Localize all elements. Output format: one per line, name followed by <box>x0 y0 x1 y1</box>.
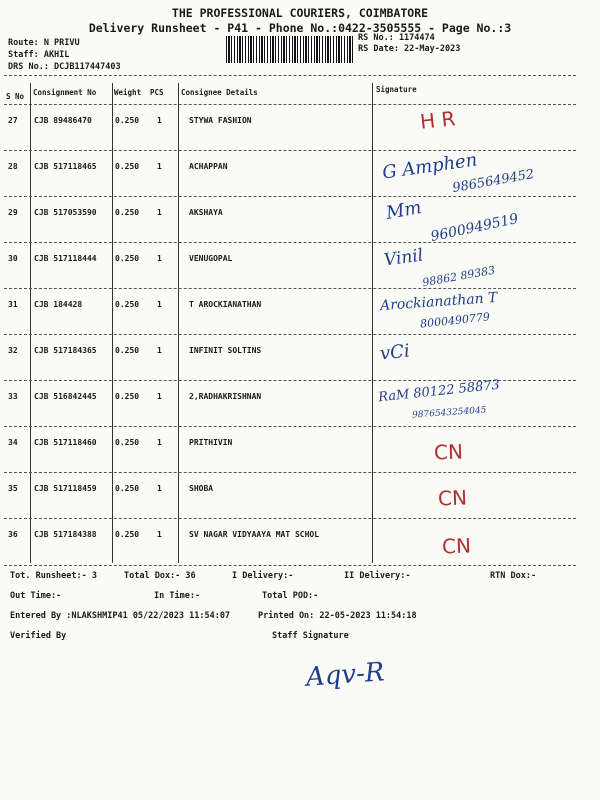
row-weight: 0.250 <box>115 346 140 355</box>
row-consignment-no: CJB 517118444 <box>34 254 97 263</box>
page-subtitle: Delivery Runsheet - P41 - Phone No.:0422-3505555 - Page No.:3 <box>88 21 512 35</box>
rtn-dox: RTN Dox:- <box>490 571 537 581</box>
row-consignment-no: CJB 517118460 <box>34 438 97 447</box>
row-consignment-no: CJB 517184365 <box>34 346 97 355</box>
col-header-pcs: PCS <box>150 88 164 97</box>
ii-delivery: II Delivery:- <box>344 571 411 581</box>
row-consignment-no: CJB 517053590 <box>34 208 97 217</box>
row-divider <box>4 518 576 519</box>
staff-signature-label: Staff Signature <box>272 631 349 641</box>
row-sno: 35 <box>8 484 18 493</box>
verified-by: Verified By <box>10 631 67 641</box>
row-divider <box>4 242 576 243</box>
row-pcs: 1 <box>157 208 162 217</box>
row-consignee: AKSHAYA <box>189 208 223 217</box>
row-signature: RaM 80122 58873 <box>377 377 501 406</box>
row-pcs: 1 <box>157 116 162 125</box>
row-sno: 36 <box>8 530 18 539</box>
row-consignee: INFINIT SOLTINS <box>189 346 262 355</box>
row-consignment-no: CJB 184428 <box>34 300 83 309</box>
row-signature-phone: 98862 89383 <box>421 263 497 290</box>
entered-by: Entered By :NLAKSHMIP41 05/22/2023 11:54:07 <box>10 611 231 621</box>
row-consignee: VENUGOPAL <box>189 254 233 263</box>
i-delivery: I Delivery:- <box>232 571 294 581</box>
row-weight: 0.250 <box>115 392 140 401</box>
row-consignee: SV NAGAR VIDYAAYA MAT SCHOL <box>189 530 320 539</box>
divider <box>4 75 576 76</box>
divider <box>4 565 576 566</box>
row-pcs: 1 <box>157 300 162 309</box>
row-signature: Vinil <box>382 245 425 271</box>
row-consignment-no: CJB 517118459 <box>34 484 97 493</box>
row-sno: 34 <box>8 438 18 447</box>
row-divider <box>4 472 576 473</box>
printed-on: Printed On: 22-05-2023 11:54:18 <box>258 611 417 621</box>
row-signature: CN <box>441 533 472 559</box>
staff-label: Staff: AKHIL <box>8 50 70 60</box>
tot-runsheet: Tot. Runsheet:- 3 <box>10 571 97 581</box>
barcode <box>226 36 354 63</box>
column-divider <box>372 83 373 563</box>
drs-label: DRS No.: DCJB117447403 <box>8 62 121 72</box>
row-sno: 33 <box>8 392 18 401</box>
rs-date-label: RS Date: 22-May-2023 <box>358 44 461 54</box>
column-divider <box>112 83 113 563</box>
total-pod: Total POD:- <box>262 591 319 601</box>
col-header-consignee: Consignee Details <box>181 88 258 97</box>
row-weight: 0.250 <box>115 116 140 125</box>
total-dox: Total Dox:- 36 <box>124 571 196 581</box>
row-pcs: 1 <box>157 484 162 493</box>
column-divider <box>178 83 179 563</box>
row-consignee: 2,RADHAKRISHNAN <box>189 392 262 401</box>
row-signature-phone: 9600949519 <box>429 210 520 246</box>
row-pcs: 1 <box>157 530 162 539</box>
row-signature: G Amphen <box>381 149 479 184</box>
row-signature: CN <box>437 485 468 511</box>
row-divider <box>4 150 576 151</box>
row-pcs: 1 <box>157 162 162 171</box>
row-divider <box>4 288 576 289</box>
row-consignee: SHOBA <box>189 484 214 493</box>
row-signature: H R <box>418 106 457 134</box>
row-consignee: PRITHIVIN <box>189 438 233 447</box>
row-consignee: STYWA FASHION <box>189 116 252 125</box>
staff-signature-handwritten: Aqv-R <box>305 657 386 693</box>
row-signature: CN <box>433 439 464 465</box>
route-label: Route: N PRIVU <box>8 38 80 48</box>
row-consignee: T AROCKIANATHAN <box>189 300 262 309</box>
row-divider <box>4 426 576 427</box>
row-signature: Arockianathan T <box>379 289 498 315</box>
row-signature-phone: 9865649452 <box>451 166 536 197</box>
col-header-weight: Weight <box>114 88 142 97</box>
col-header-consignment: Consignment No <box>33 88 97 97</box>
row-consignee: ACHAPPAN <box>189 162 228 171</box>
rs-no-label: RS No.: 1174474 <box>358 33 435 43</box>
row-weight: 0.250 <box>115 530 140 539</box>
row-pcs: 1 <box>157 392 162 401</box>
row-pcs: 1 <box>157 254 162 263</box>
divider <box>4 104 576 105</box>
out-time: Out Time:- <box>10 591 62 601</box>
row-divider <box>4 196 576 197</box>
row-signature-phone: 8000490779 <box>419 310 491 331</box>
row-divider <box>4 334 576 335</box>
row-pcs: 1 <box>157 346 162 355</box>
row-consignment-no: CJB 516842445 <box>34 392 97 401</box>
col-header-signature: Signature <box>376 85 417 94</box>
row-sno: 31 <box>8 300 18 309</box>
row-weight: 0.250 <box>115 438 140 447</box>
row-sno: 30 <box>8 254 18 263</box>
col-header-sno: S No <box>6 92 25 101</box>
row-consignment-no: CJB 517118465 <box>34 162 97 171</box>
row-weight: 0.250 <box>115 300 140 309</box>
row-weight: 0.250 <box>115 254 140 263</box>
row-signature-phone: 9876543254045 <box>411 405 487 421</box>
in-time: In Time:- <box>154 591 201 601</box>
row-signature: vCi <box>378 340 411 365</box>
page-title: THE PROFESSIONAL COURIERS, COIMBATORE <box>171 6 429 20</box>
row-sno: 29 <box>8 208 18 217</box>
column-divider <box>30 83 31 563</box>
row-sno: 28 <box>8 162 18 171</box>
row-sno: 27 <box>8 116 18 125</box>
row-signature: Mm <box>384 197 424 224</box>
row-consignment-no: CJB 89486470 <box>34 116 92 125</box>
row-pcs: 1 <box>157 438 162 447</box>
row-weight: 0.250 <box>115 162 140 171</box>
row-weight: 0.250 <box>115 208 140 217</box>
row-consignment-no: CJB 517184388 <box>34 530 97 539</box>
row-weight: 0.250 <box>115 484 140 493</box>
row-sno: 32 <box>8 346 18 355</box>
